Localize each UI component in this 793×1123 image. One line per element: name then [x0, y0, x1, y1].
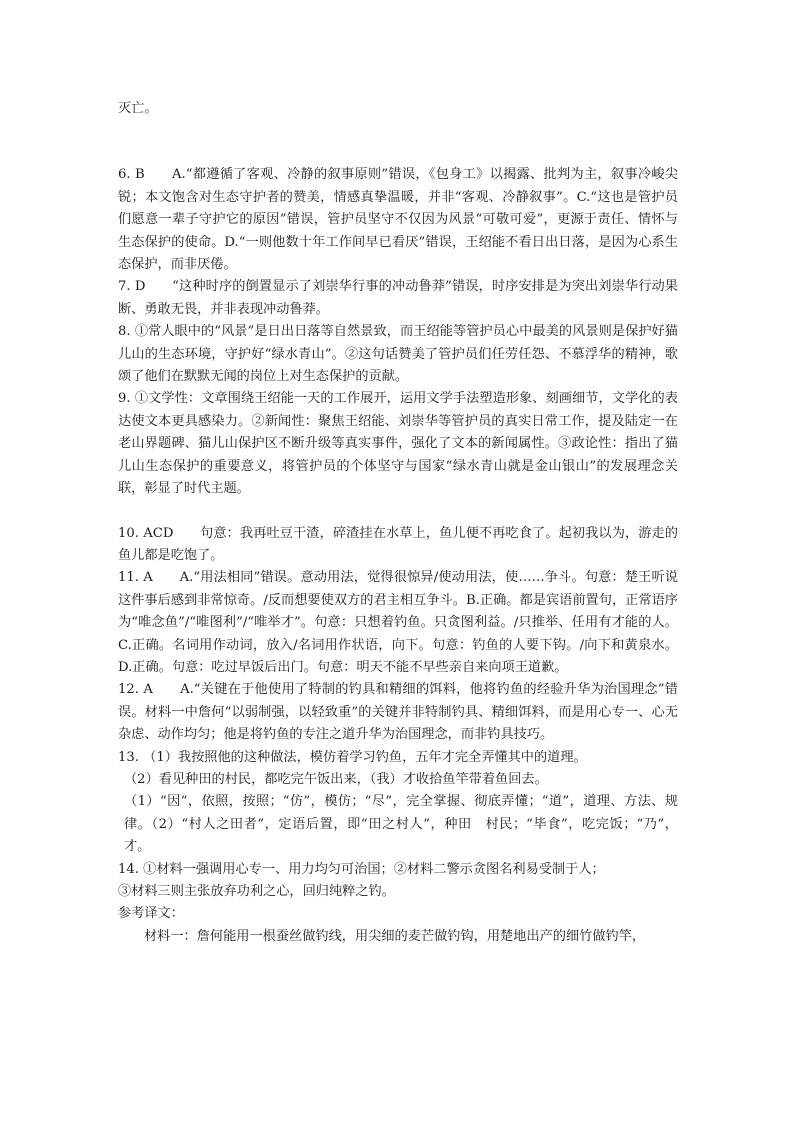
- answer-11: 11. A A.“用法相同”错误。意动用法，觉得很惊异/使动用法，使……争斗。句意：楚王听说这件事后感到非常惊奇。/反而想要使双方的君主相互争斗。B.正确。都是宾语前置句，正常语序为“唯念鱼”/“唯图利”/“唯举才”。句意：只想着钓鱼。只贪图利益。/只推举、任用有才能的人。C.正确。名词用作动词，放入/名词用作状语，向下。句意：钓鱼的人要下钩。/向下和黄泉水。D.正确。句意：吃过早饭后出门。句意：明天不能不早些亲自来向项王道歉。: [118, 570, 678, 675]
- answer-9: 9. ①文学性：文章围绕王绍能一天的工作展开，运用文学手法塑造形象、刻画细节，文学化的表达使文本更具感染力。②新闻性：聚焦王绍能、刘崇华等管护员的真实日常工作，提及陆定一在老山界题碑、猫儿山保护区不断升级等真实事件，强化了文本的新闻属性。③政论性：指出了猫儿山生态保护的重要意义，将管护员的个体坚守与国家“绿水青山就是金山银山”的发展理念关联，彰显了时代主题。: [118, 391, 678, 497]
- document-page: [118, 98, 678, 948]
- answer-6: 6. B A.“都遵循了客观、冷静的叙事原则”错误，《包身工》以揭露、批判为主，叙事冷峻尖锐；本文饱含对生态守护者的赞美，情感真挚温暖，并非“客观、冷静叙事”。C.“这也是管护员们愿意一辈子守护它的原因”错误，管护员坚守不仅因为风景“可敬可爱”，更源于责任、情怀与生态保护的使命。D.“一则他数十年工作间早已看厌”错误，王绍能不看日出日落，是因为心系生态保护，而非厌倦。: [118, 167, 678, 273]
- answer-13-translation-2: （2）看见种田的村民，都吃完午饭出来，（我）才收拾鱼竿带着鱼回去。: [124, 771, 548, 787]
- spacer: [118, 142, 678, 164]
- spacer: [118, 120, 678, 142]
- answer-14-line-1: 14. ①材料一强调用心专一、用力均匀可治国；②材料二警示贪图名利易受制于人；: [118, 861, 605, 877]
- answer-13-translation-1: 13. （1）我按照他的这种做法，模仿着学习钓鱼，五年才完全弄懂其中的道理。: [118, 749, 587, 765]
- answer-14-line-2: ③材料三则主张放弃功利之心，回归纯粹之钓。: [118, 884, 395, 899]
- spacer: [118, 501, 678, 523]
- answer-7: 7. D “这种时序的倒置显示了刘崇华行事的冲动鲁莽”错误，时序安排是为突出刘崇华行动果断、勇敢无畏，并非表现冲动鲁莽。: [118, 279, 678, 317]
- answer-10: 10. ACD 句意：我再吐豆干渣，碎渣挂在水草上，鱼儿便不再吃食了。起初我以为，游走的鱼儿都是吃饱了。: [118, 525, 678, 563]
- answer-13-notes: （1）“因”，依照，按照；“仿”，模仿；“尽”，完全掌握、彻底弄懂；“道”，道理、方法、规律。（2）“村人之田者”，定语后置，即“田之村人”，种田 村民；“毕食”，吃完饭；“乃”，才。: [124, 794, 678, 855]
- intro-line: 灭亡。: [118, 101, 158, 116]
- reference-material-1: 材料一：詹何能用一根蚕丝做钓线，用尖细的麦芒做钓钩，用楚地出产的细竹做钓竿，: [144, 928, 646, 944]
- reference-translation-heading: 参考译文：: [118, 906, 184, 922]
- answer-8: 8. ①常人眼中的“风景”是日出日落等自然景致，而王绍能等管护员心中最美的风景则是保护好猫儿山的生态环境，守护好“绿水青山”。②这句话赞美了管护员们任劳任怨、不慕浮华的精神，歌颂了他们在默默无闻的岗位上对生态保护的贡献。: [118, 324, 678, 385]
- answer-12: 12. A A.“关键在于他使用了特制的钓具和精细的饵料，他将钓鱼的经验升华为治国理念”错误。材料一中詹何“以弱制强，以轻致重”的关键并非特制钓具、精细饵料，而是用心专一、心无杂虑、动作均匀；他是将钓鱼的专注之道升华为治国理念，而非钓具技巧。: [118, 682, 678, 743]
